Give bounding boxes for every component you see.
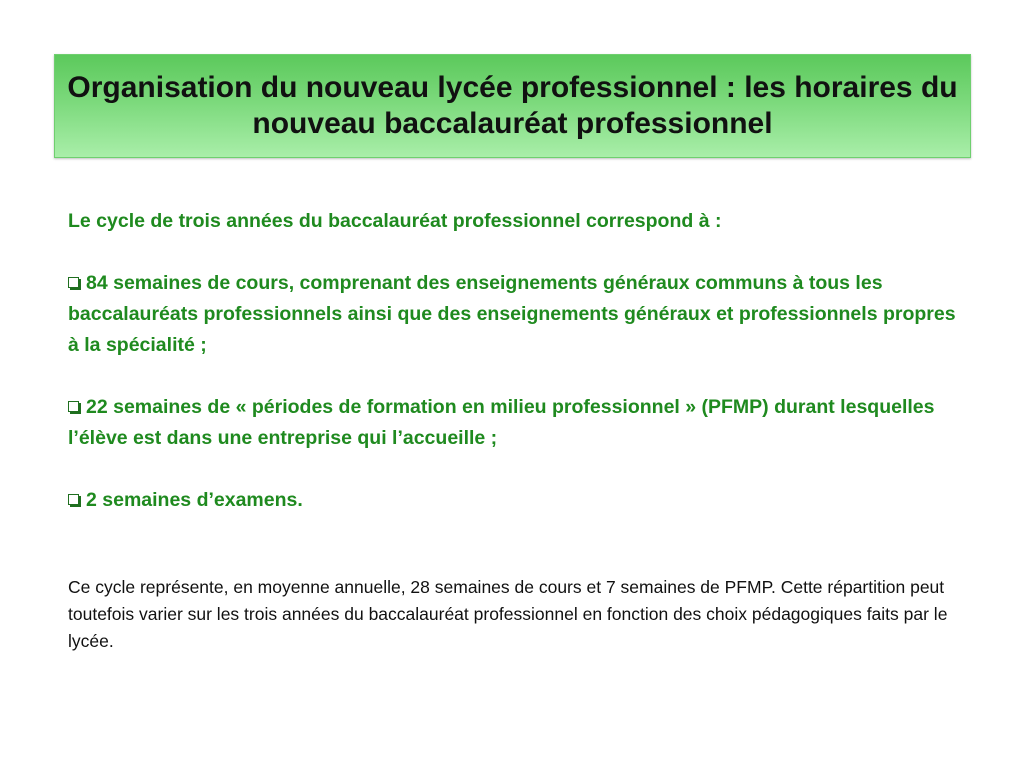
bullet-item-2 [68,392,968,454]
bullet-text-3: 2 semaines d’examens. [86,489,303,511]
bullet-text-2: 22 semaines de « périodes de formation en milieu professionnel » (PFMP) durant lesquelles l’élève est dans une entreprise qui l’accueille ; [68,396,935,449]
spacer [68,454,968,485]
intro-text: Le cycle de trois années du baccalauréat professionnel correspond à : [68,210,722,232]
spacer [68,237,968,268]
summary-note: Ce cycle représente, en moyenne annuelle, 28 semaines de cours et 7 semaines de PFMP. Cette répartition peut toutefois varier sur les trois années du baccalauréat professionnel en fonction des choix pédagogiques faits par le lycée. [68,577,948,651]
title-banner [54,54,971,158]
spacer [68,361,968,392]
slide-body [68,206,968,516]
slide-title: Organisation du nouveau lycée professionnel : les horaires du nouveau baccalauréat professionnel [67,71,958,140]
bullet-item-1 [68,268,968,361]
bullet-text-1: 84 semaines de cours, comprenant des enseignements généraux communs à tous les baccalauréats professionnels ainsi que des enseignements généraux et professionnels propres à la spécialité ; [68,272,956,356]
checkbox-icon [68,401,79,412]
checkbox-icon [68,277,79,288]
checkbox-icon [68,494,79,505]
bullet-item-3 [68,485,968,516]
